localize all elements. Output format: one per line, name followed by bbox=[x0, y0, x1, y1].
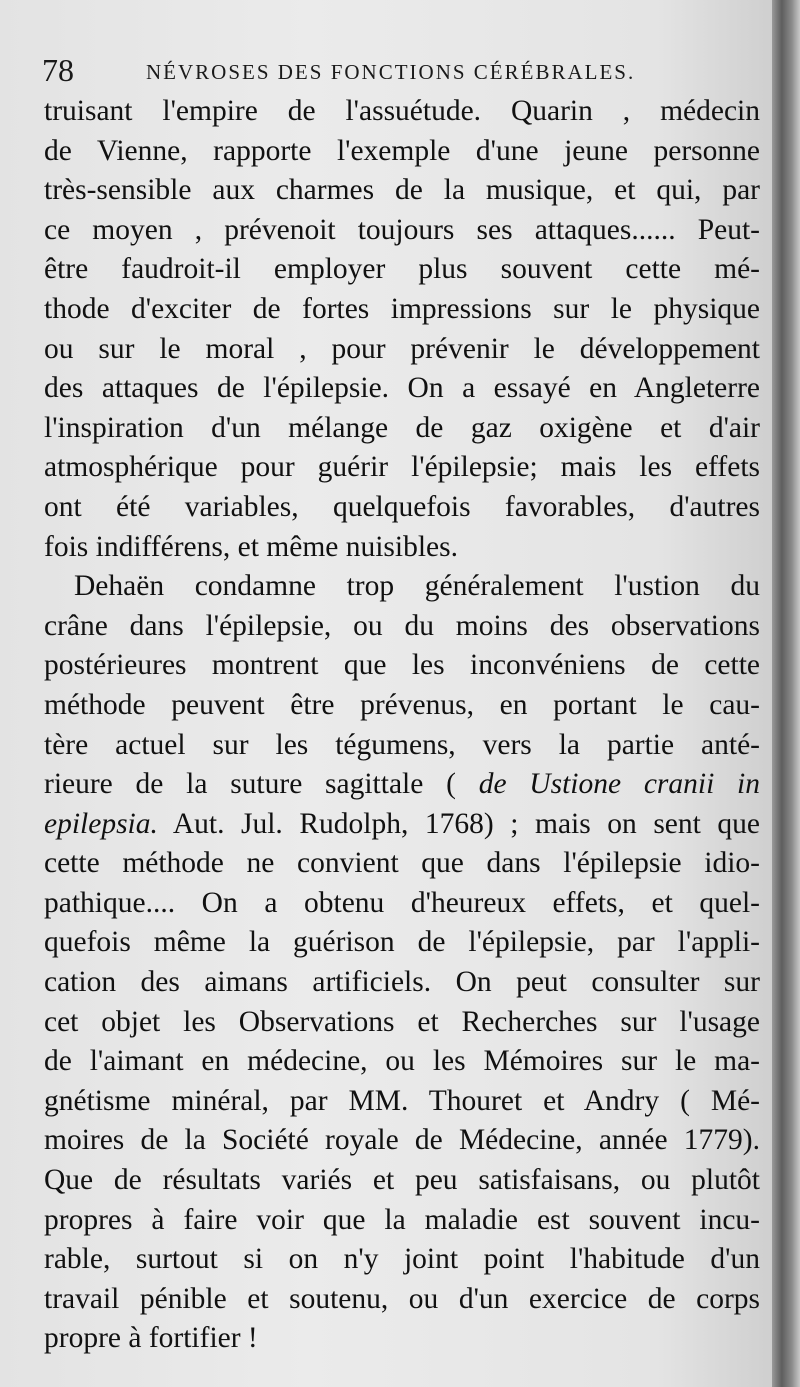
italic-title: de Ustione cranii in bbox=[478, 768, 760, 801]
text-line: de Vienne, rapporte l'exemple d'une jeune personne bbox=[44, 134, 760, 167]
running-title: NÉVROSES DES FONCTIONS CÉRÉBRALES. bbox=[146, 60, 636, 84]
text-line: Que de résultats variés et peu satisfaisans, ou plutôt bbox=[44, 1164, 760, 1197]
text-line: rable, surtout si on n'y joint point l'habitude d'un bbox=[44, 1243, 760, 1276]
text-line: atmosphérique pour guérir l'épilepsie; mais les effets bbox=[44, 451, 760, 484]
text-line: de l'aimant en médecine, ou les Mémoires sur le ma- bbox=[44, 1045, 760, 1078]
text-line: méthode peuvent être prévenus, en portant le cau- bbox=[44, 688, 760, 721]
text-line: moires de la Société royale de Médecine, année 1779). bbox=[44, 1124, 760, 1157]
text-line bbox=[44, 805, 760, 845]
text-line: l'inspiration d'un mélange de gaz oxigène et d'air bbox=[44, 411, 760, 444]
text-line: gnétisme minéral, par MM. Thouret et Andry ( Mé- bbox=[44, 1084, 760, 1117]
text-line: ont été variables, quelquefois favorables, d'autres bbox=[44, 490, 760, 523]
text-line: thode d'exciter de fortes impressions sur le physique bbox=[44, 292, 760, 325]
text-line: Dehaën condamne trop généralement l'ustion du bbox=[74, 570, 760, 603]
text-line: propres à faire voir que la maladie est souvent incu- bbox=[44, 1203, 760, 1236]
page-gutter-shadow bbox=[772, 0, 800, 1387]
text-line: très-sensible aux charmes de la musique, et qui, par bbox=[44, 174, 760, 207]
text-line: tère actuel sur les tégumens, vers la partie anté- bbox=[44, 728, 760, 761]
text-line: cette méthode ne convient que dans l'épilepsie idio- bbox=[44, 847, 760, 880]
text-line: des attaques de l'épilepsie. On a essayé en Angleterre bbox=[44, 372, 760, 405]
text-line: ou sur le moral , pour prévenir le développement bbox=[44, 332, 760, 365]
text-segment: rieure de la suture sagittale ( bbox=[44, 768, 479, 801]
text-line: travail pénible et soutenu, ou d'un exercice de corps bbox=[44, 1282, 760, 1315]
body-text bbox=[44, 92, 760, 1359]
text-line: fois indifférens, et même nuisibles. bbox=[44, 530, 459, 563]
page-number: 78 bbox=[42, 52, 74, 88]
text-line: ce moyen , prévenoit toujours ses attaques...... Peut- bbox=[44, 213, 760, 246]
text-line: quefois même la guérison de l'épilepsie, par l'appli- bbox=[44, 926, 760, 959]
text-line: cet objet les Observations et Recherches sur l'usage bbox=[44, 1005, 760, 1038]
text-line: crâne dans l'épilepsie, ou du moins des observations bbox=[44, 609, 760, 642]
text-line: propre à fortifier ! bbox=[44, 1322, 258, 1355]
text-line: postérieures montrent que les inconvéniens de cette bbox=[44, 649, 760, 682]
text-line bbox=[44, 765, 760, 805]
text-line: être faudroit-il employer plus souvent cette mé- bbox=[44, 253, 760, 286]
text-segment: Aut. Jul. Rudolph, 1768) ; mais on sent que bbox=[157, 807, 760, 840]
italic-title: epilepsia. bbox=[44, 807, 158, 840]
text-line: pathique.... On a obtenu d'heureux effets, et quel- bbox=[44, 886, 760, 919]
text-line: truisant l'empire de l'assuétude. Quarin , médecin bbox=[44, 95, 760, 127]
running-head bbox=[42, 50, 758, 90]
text-line: cation des aimans artificiels. On peut consulter sur bbox=[44, 966, 760, 999]
